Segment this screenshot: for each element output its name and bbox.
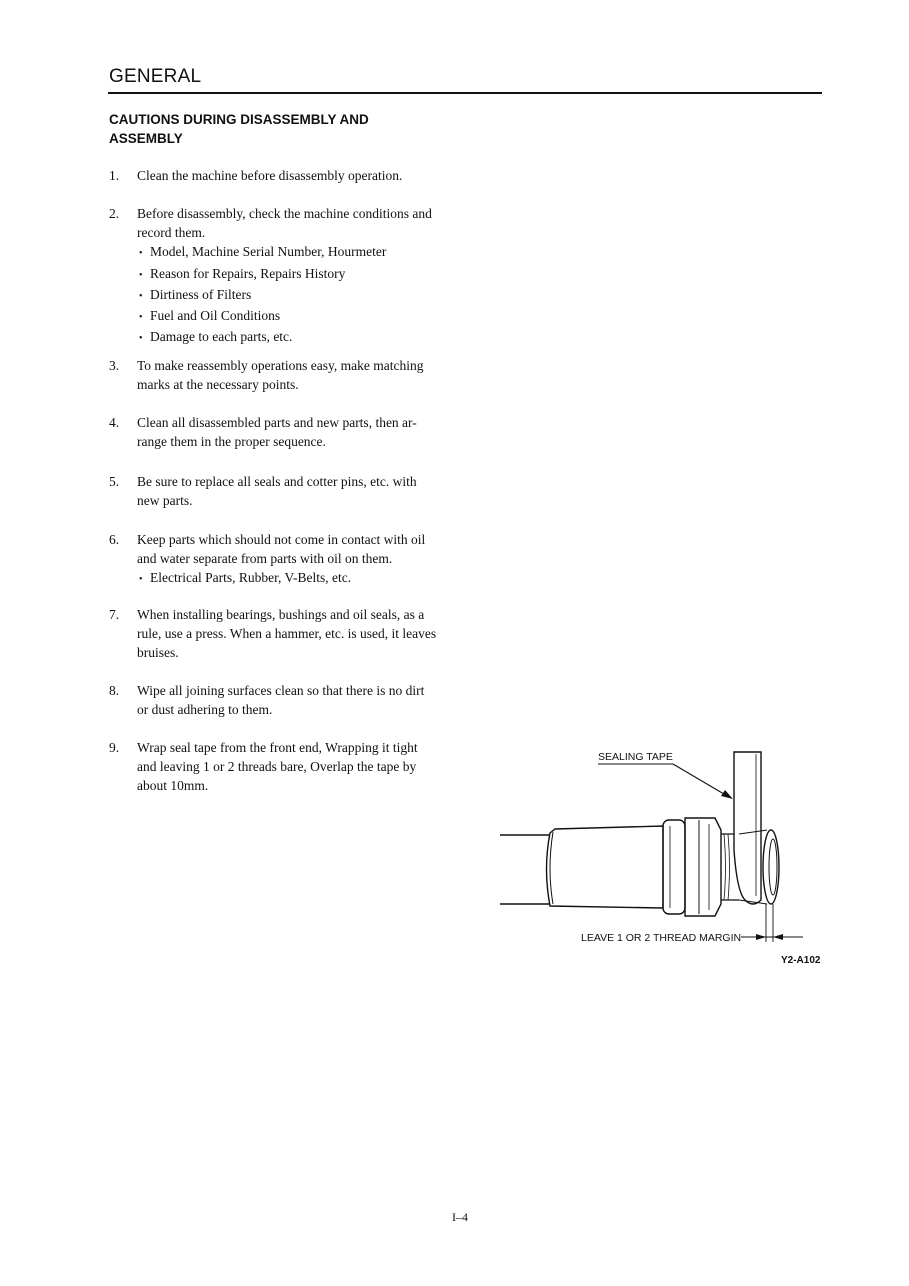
item-number: 4.: [109, 415, 120, 430]
list-item: [109, 530, 454, 590]
item-text: Wipe all joining surfaces clean so that there is no dirt: [137, 683, 425, 698]
item-text: bruises.: [137, 645, 179, 661]
tape-leader-line: [673, 764, 729, 797]
hose-body: [547, 826, 664, 908]
item-text: Wrap seal tape from the front end, Wrapping it tight: [137, 740, 418, 755]
item-text: Before disassembly, check the machine conditions and: [137, 206, 432, 221]
item-text: range them in the proper sequence.: [137, 434, 326, 450]
list-item: [109, 681, 454, 719]
item-text: When installing bearings, bushings and oil seals, as a: [137, 607, 425, 622]
bullet-item: • Model, Machine Serial Number, Hourmeter: [137, 242, 454, 263]
item-text: Be sure to replace all seals and cotter pins, etc. with: [137, 474, 417, 489]
item-text: marks at the necessary points.: [137, 377, 299, 393]
item-text: and leaving 1 or 2 threads bare, Overlap the tape by: [137, 759, 417, 775]
list-item: [109, 413, 454, 451]
margin-arrowhead-left: [756, 934, 766, 940]
item-text: record them.: [137, 225, 206, 241]
item-number: 5.: [109, 474, 120, 489]
item-text: about 10mm.: [137, 778, 209, 794]
fitting-collar: [663, 820, 685, 914]
list-item: [109, 356, 454, 394]
item-number: 8.: [109, 683, 120, 698]
list-item: [109, 472, 454, 510]
item-text: Keep parts which should not come in contact with oil: [137, 532, 426, 547]
sealing-tape-strip: [734, 752, 761, 904]
item-number: 7.: [109, 607, 120, 622]
list-item: [109, 605, 454, 663]
thread-lines: [724, 834, 730, 900]
bullet-item: • Reason for Repairs, Repairs History: [137, 264, 454, 285]
bullet-item: • Fuel and Oil Conditions: [137, 306, 454, 327]
item-number: 9.: [109, 740, 120, 755]
thread-margin-label: LEAVE 1 OR 2 THREAD MARGIN: [581, 932, 742, 944]
hex-nut: [685, 818, 721, 916]
item-number: 1.: [109, 168, 120, 183]
item-number: 3.: [109, 358, 120, 373]
item-text: and water separate from parts with oil on them.: [137, 551, 393, 567]
bullet-item: • Damage to each parts, etc.: [137, 327, 454, 348]
list-item: [109, 738, 454, 796]
margin-arrowhead-right: [773, 934, 783, 940]
figure-code: Y2-A102: [781, 955, 821, 966]
section-title: GENERAL: [109, 66, 202, 87]
sealing-tape-diagram: [495, 740, 835, 970]
bullet-item: • Dirtiness of Filters: [137, 285, 454, 306]
item-text: Clean all disassembled parts and new parts, then ar-: [137, 415, 417, 430]
item-text: rule, use a press. When a hammer, etc. is used, it leaves: [137, 626, 437, 642]
item-number: 6.: [109, 532, 120, 547]
bullet-item: • Electrical Parts, Rubber, V-Belts, etc.: [137, 568, 454, 589]
list-item: [109, 204, 454, 348]
item-number: 2.: [109, 206, 120, 221]
item-text: To make reassembly operations easy, make matching: [137, 358, 424, 373]
item-text: Clean the machine before disassembly operation.: [137, 168, 403, 183]
page-number: I–4: [452, 1210, 468, 1224]
item-text: new parts.: [137, 493, 193, 509]
tape-leader-arrowhead: [721, 790, 733, 799]
item-text: or dust adhering to them.: [137, 702, 273, 718]
cautions-heading: CAUTIONS DURING DISASSEMBLY AND ASSEMBLY: [109, 112, 369, 146]
header-rule: [108, 92, 822, 94]
sealing-tape-label: SEALING TAPE: [598, 751, 673, 763]
list-item: [109, 166, 454, 185]
hose-edge: [550, 832, 553, 904]
